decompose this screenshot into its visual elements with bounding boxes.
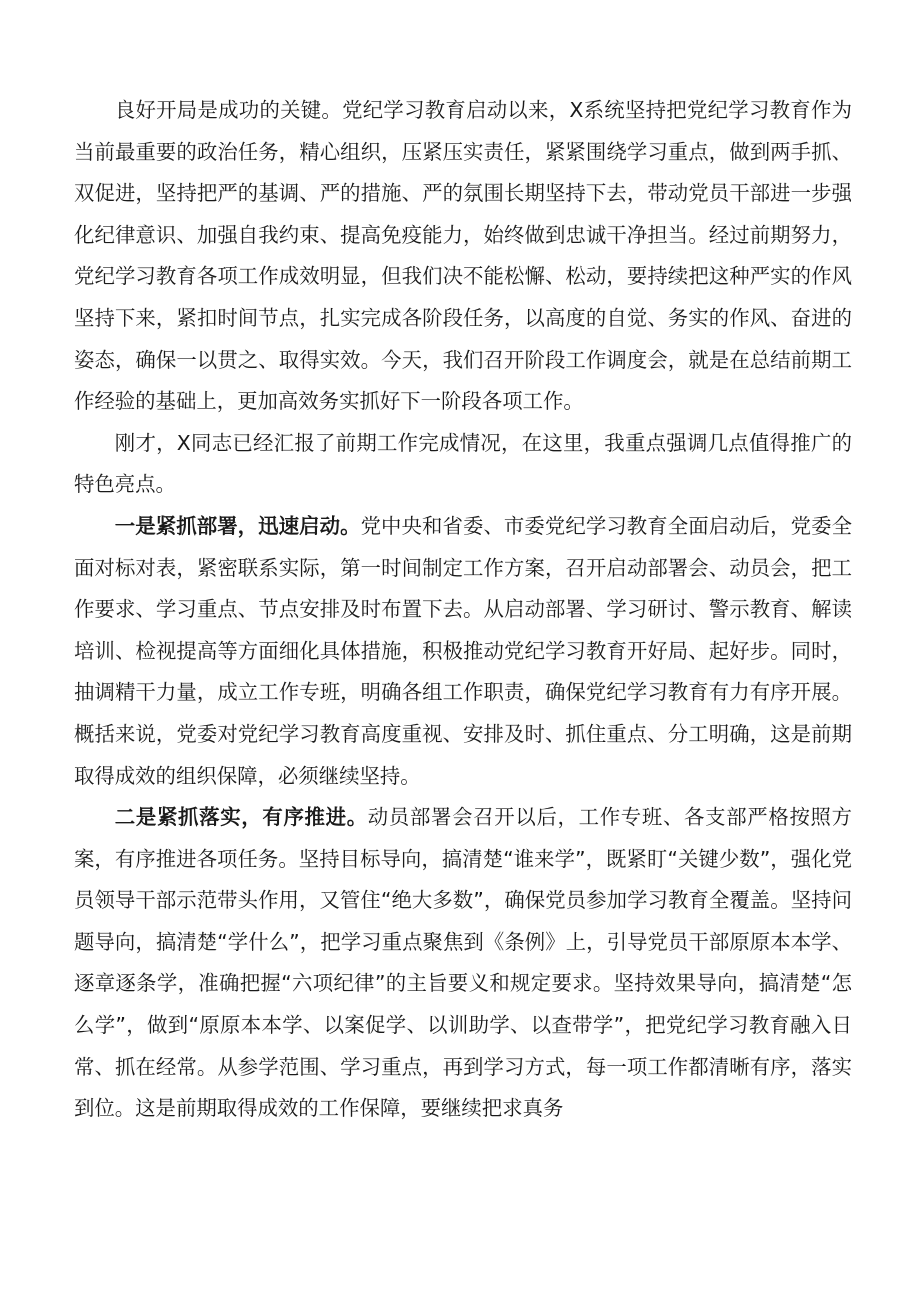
paragraph-text: 良好开局是成功的关键。党纪学习教育启动以来，X系统坚持把党纪学习教育作为当前最重要的政治任务，精心组织，压紧压实责任，紧紧围绕学习重点，做到两手抓、双促进，坚持把严的基调、严的措施、严的氛围长期坚持下去，带动党员干部进一步强化纪律意识、加强自我约束、提高免疫能力，始终做到忠诚干净担当。经过前期努力，党纪学习教育各项工作成效明显，但我们决不能松懈、松动，要持续把这种严实的作风坚持下来，紧扣时间节点，扎实完成各阶段任务，以高度的自觉、务实的作风、奋进的姿态，确保一以贯之、取得实效。今天，我们召开阶段工作调度会，就是在总结前期工作经验的基础上，更加高效务实抓好下一阶段各项工作。 <box>74 98 852 414</box>
paragraph-intro <box>74 90 852 423</box>
paragraph-text: 动员部署会召开以后，工作专班、各支部严格按照方案，有序推进各项任务。坚持目标导向，搞清楚“谁来学”，既紧盯“关键少数”，强化党员领导干部示范带头作用，又管住“绝大多数”，确保党员参加学习教育全覆盖。坚持问题导向，搞清楚“学什么”，把学习重点聚焦到《条例》上，引导党员干部原原本本学、逐章逐条学，准确把握“六项纪律”的主旨要义和规定要求。坚持效果导向，搞清楚“怎么学”，做到“原原本本学、以案促学、以训助学、以查带学”，把党纪学习教育融入日常、抓在经常。从参学范围、学习重点，再到学习方式，每一项工作都清晰有序，落实到位。这是前期取得成效的工作保障，要继续把求真务 <box>74 805 853 1121</box>
paragraph-point-one <box>74 506 852 797</box>
paragraph-text: 刚才，X同志已经汇报了前期工作完成情况，在这里，我重点强调几点值得推广的特色亮点。 <box>74 430 852 497</box>
document-body <box>74 90 852 1130</box>
point-heading: 二是紧抓落实，有序推进。 <box>114 805 368 830</box>
paragraph-point-two <box>74 797 852 1130</box>
paragraph-transition <box>74 423 852 506</box>
paragraph-text: 党中央和省委、市委党纪学习教育全面启动后，党委全面对标对表，紧密联系实际，第一时间制定工作方案，召开启动部署会、动员会，把工作要求、学习重点、节点安排及时布置下去。从启动部署、学习研讨、警示教育、解读培训、检视提高等方面细化具体措施，积极推动党纪学习教育开好局、起好步。同时，抽调精干力量，成立工作专班，明确各组工作职责，确保党纪学习教育有力有序开展。概括来说，党委对党纪学习教育高度重视、安排及时、抓住重点、分工明确，这是前期取得成效的组织保障，必须继续坚持。 <box>74 513 852 788</box>
point-heading: 一是紧抓部署，迅速启动。 <box>114 513 361 538</box>
